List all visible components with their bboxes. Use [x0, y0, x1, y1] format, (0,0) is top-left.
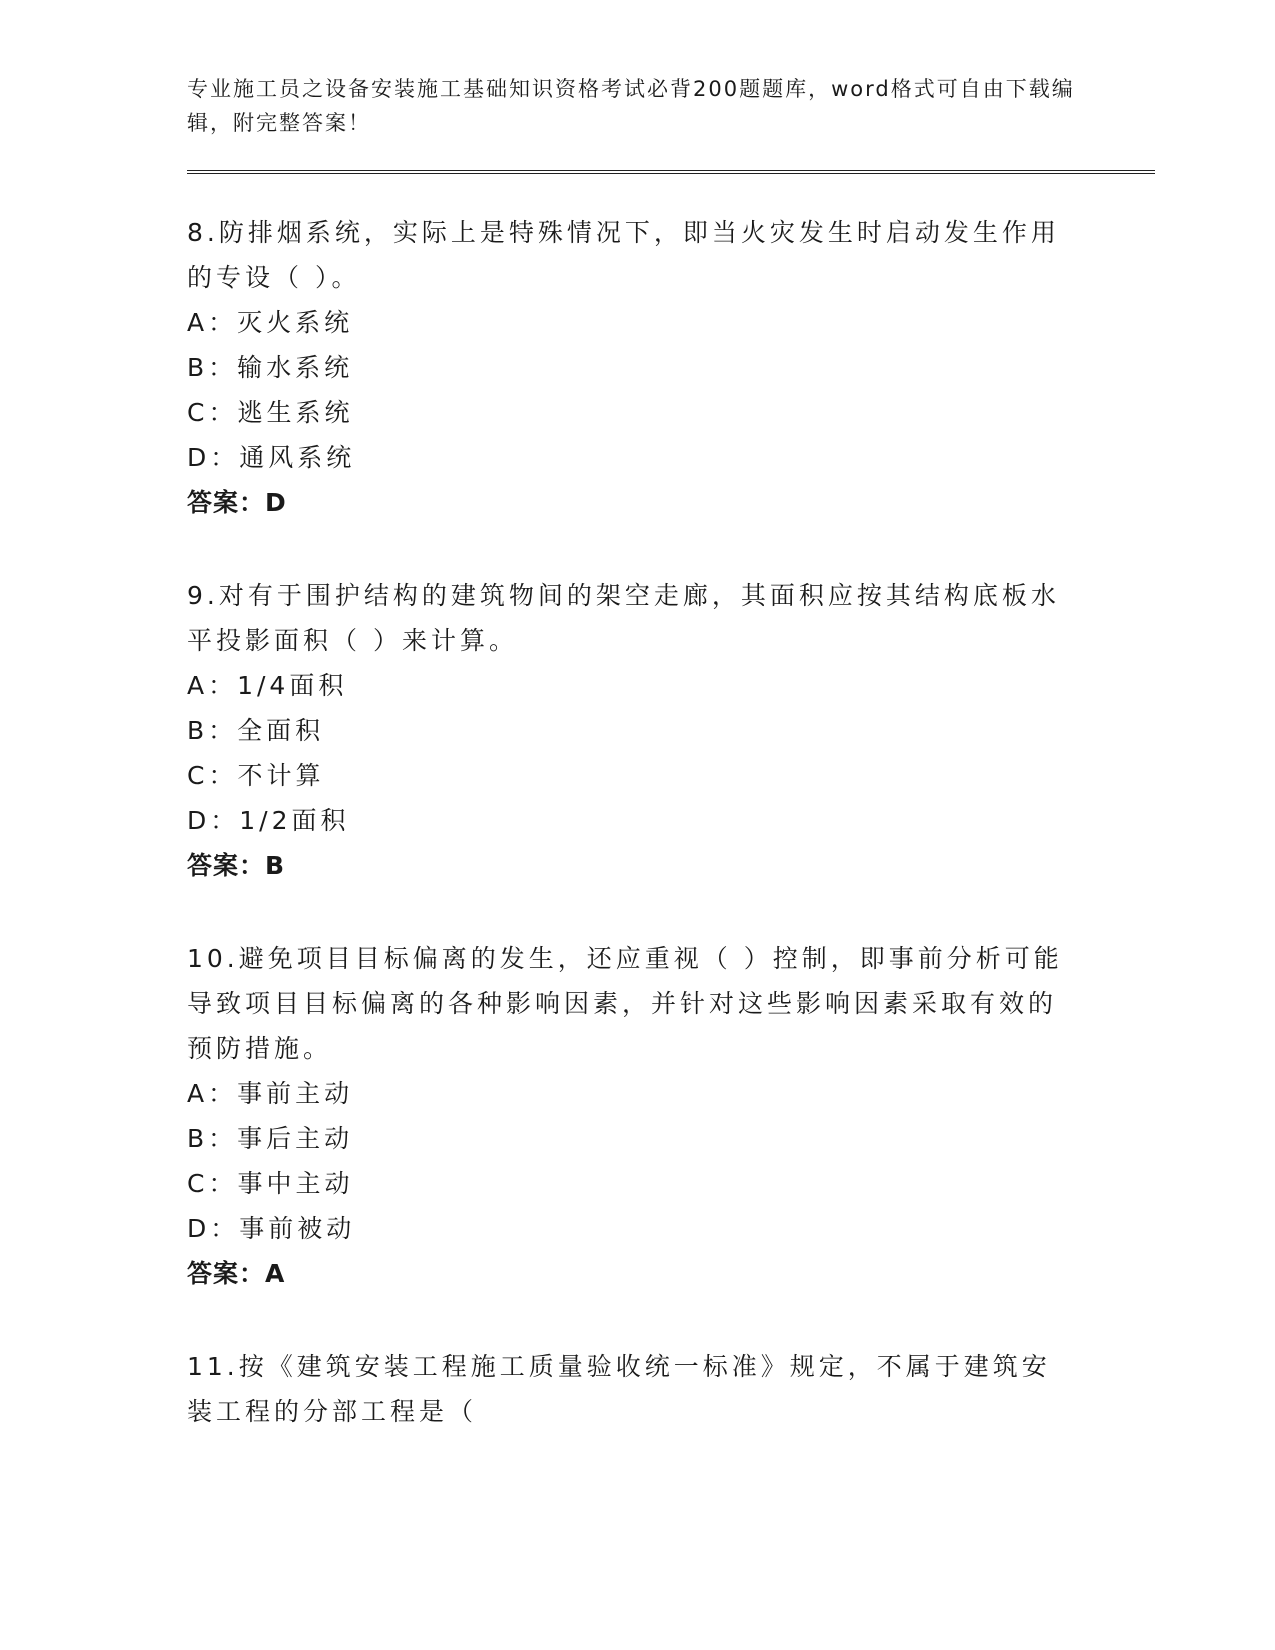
option-c: C：事中主动	[187, 1169, 354, 1198]
option-a: A：事前主动	[187, 1079, 354, 1108]
question-text: 8.防排烟系统，实际上是特殊情况下，即当火灾发生时启动发生作用的专设（ ）。	[187, 218, 1060, 292]
question-text: 9.对有于围护结构的建筑物间的架空走廊，其面积应按其结构底板水平投影面积（ ）来计算。	[187, 581, 1060, 655]
option-b: B：事后主动	[187, 1124, 354, 1153]
option-a: A：灭火系统	[187, 308, 354, 337]
option-d: D：通风系统	[187, 443, 356, 472]
question-text: 10.避免项目目标偏离的发生，还应重视（ ）控制，即事前分析可能导致项目目标偏离的各种影响因素，并针对这些影响因素采取有效的预防措施。	[187, 944, 1063, 1063]
option-b: B：全面积	[187, 716, 325, 745]
header-divider	[187, 170, 1155, 174]
answer-text: 答案：A	[187, 1259, 286, 1288]
option-d: D：事前被动	[187, 1214, 356, 1243]
question-text: 11.按《建筑安装工程施工质量验收统一标准》规定，不属于建筑安装工程的分部工程是（	[187, 1352, 1051, 1426]
answer-text: 答案：B	[187, 851, 286, 880]
document-page	[187, 72, 1087, 1482]
question-item	[187, 936, 1087, 1296]
option-c: C：不计算	[187, 761, 325, 790]
answer-text: 答案：D	[187, 488, 287, 517]
question-item	[187, 1344, 1087, 1434]
question-list	[187, 210, 1087, 1434]
option-a: A：1/4面积	[187, 671, 348, 700]
question-item	[187, 573, 1087, 888]
document-title: 专业施工员之设备安装施工基础知识资格考试必背200题题库，word格式可自由下载编辑，附完整答案！	[187, 77, 1075, 135]
option-d: D：1/2面积	[187, 806, 350, 835]
option-b: B：输水系统	[187, 353, 354, 382]
question-item	[187, 210, 1087, 525]
option-c: C：逃生系统	[187, 398, 354, 427]
